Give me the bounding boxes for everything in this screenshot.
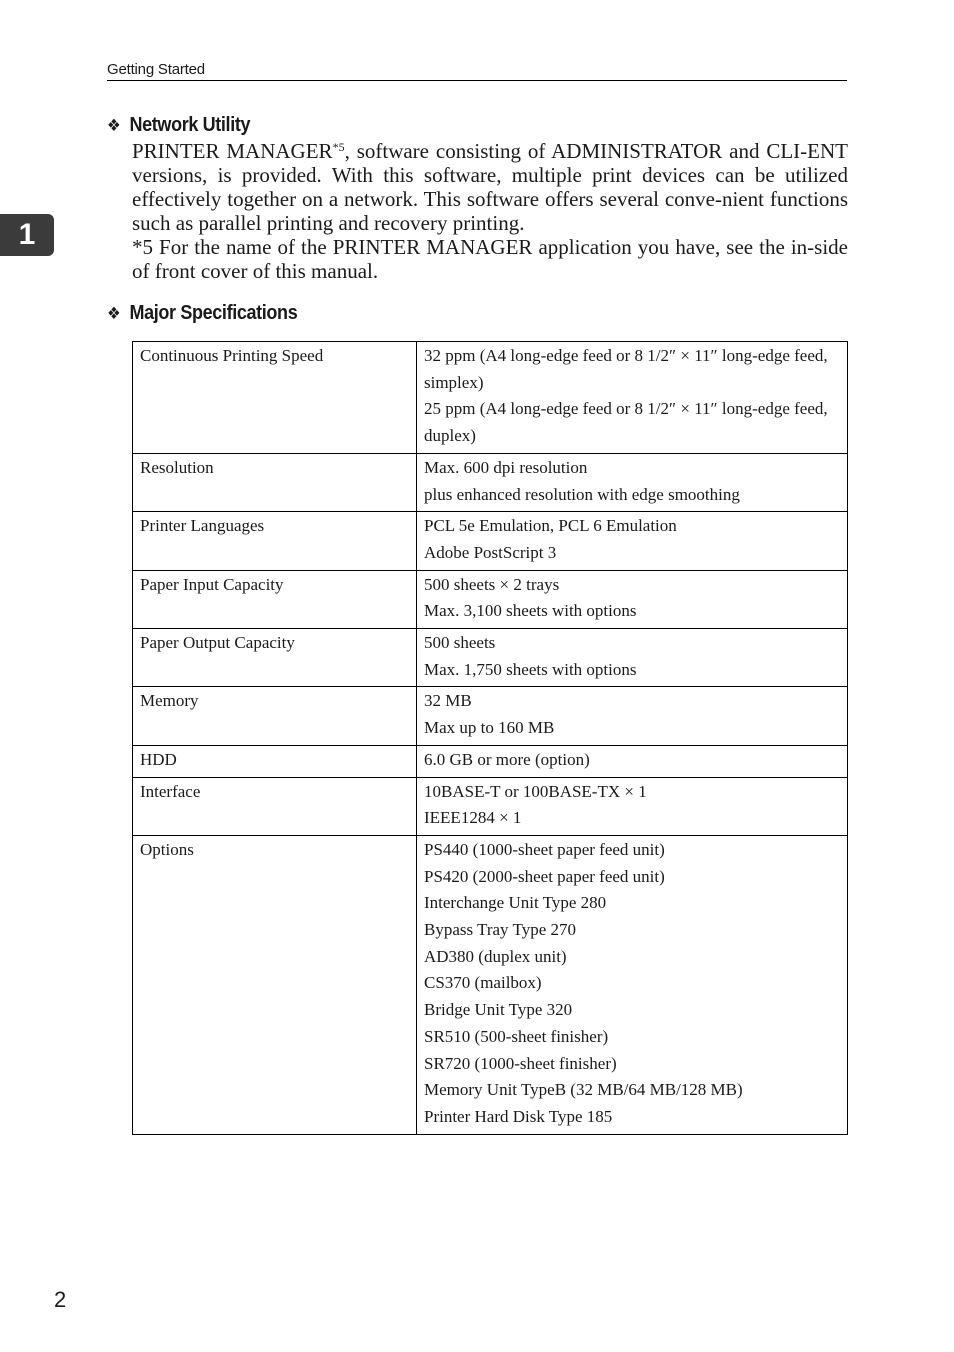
spec-label: Continuous Printing Speed (133, 342, 417, 454)
spec-row (133, 835, 848, 1134)
spec-value: Max. 3,100 sheets with options (424, 601, 637, 621)
spec-value: Adobe PostScript 3 (424, 542, 557, 562)
network-utility-paragraph (132, 139, 848, 235)
spec-value: Printer Hard Disk Type 185 (424, 1106, 613, 1126)
spec-values (417, 745, 848, 777)
spec-row (133, 512, 848, 570)
spec-label: Printer Languages (133, 512, 417, 570)
spec-label: Options (133, 835, 417, 1134)
spec-value: PCL 5e Emulation, PCL 6 Emulation (424, 516, 677, 536)
diamond-bullet-icon: ❖ (107, 304, 121, 323)
spec-value: plus enhanced resolution with edge smoothing (424, 484, 740, 504)
spec-value: 500 sheets (424, 633, 496, 653)
chapter-tab: 1 (0, 214, 54, 256)
spec-values (417, 453, 848, 511)
spec-value: Bypass Tray Type 270 (424, 920, 576, 940)
footnote-marker: *5 (332, 140, 345, 154)
spec-value: Max. 600 dpi resolution (424, 457, 588, 477)
spec-value: 500 sheets × 2 trays (424, 574, 560, 594)
spec-values (417, 570, 848, 628)
spec-label: Resolution (133, 453, 417, 511)
network-utility-body (132, 139, 848, 283)
spec-values (417, 512, 848, 570)
spec-row (133, 342, 848, 454)
specifications-table (132, 341, 848, 1135)
spec-value: Bridge Unit Type 320 (424, 1000, 573, 1020)
spec-label: Paper Input Capacity (133, 570, 417, 628)
diamond-bullet-icon: ❖ (107, 116, 121, 135)
spec-value: SR510 (500-sheet finisher) (424, 1026, 609, 1046)
spec-value: 25 ppm (A4 long-edge feed or 8 1/2″ × 11″ long-edge feed, duplex) (424, 399, 828, 446)
spec-value: Max up to 160 MB (424, 718, 555, 738)
spec-value: 32 ppm (A4 long-edge feed or 8 1/2″ × 11″ long-edge feed, simplex) (424, 346, 828, 392)
spec-value: AD380 (duplex unit) (424, 946, 567, 966)
spec-row (133, 453, 848, 511)
spec-value: Max. 1,750 sheets with options (424, 659, 637, 679)
spec-value: 6.0 GB or more (option) (424, 749, 590, 769)
network-utility-heading (107, 114, 250, 137)
spec-label: Paper Output Capacity (133, 629, 417, 687)
spec-value: IEEE1284 × 1 (424, 808, 522, 828)
spec-value: Interchange Unit Type 280 (424, 893, 607, 913)
page-number: 2 (54, 1287, 67, 1312)
spec-value: PS420 (2000-sheet paper feed unit) (424, 866, 665, 886)
spec-label: Interface (133, 777, 417, 835)
spec-value: CS370 (mailbox) (424, 973, 542, 993)
spec-row (133, 687, 848, 745)
network-utility-title: Network Utility (129, 114, 251, 136)
spec-row (133, 570, 848, 628)
spec-row (133, 777, 848, 835)
spec-values (417, 687, 848, 745)
spec-value: SR720 (1000-sheet finisher) (424, 1053, 617, 1073)
spec-value: Memory Unit TypeB (32 MB/64 MB/128 MB) (424, 1080, 743, 1100)
spec-label: Memory (133, 687, 417, 745)
major-specifications-heading (107, 302, 297, 325)
spec-row (133, 629, 848, 687)
major-specifications-title: Major Specifications (129, 302, 298, 324)
spec-value: 10BASE-T or 100BASE-TX × 1 (424, 781, 647, 801)
spec-row (133, 745, 848, 777)
paragraph-text-rest: , software consisting of ADMINISTRATOR and CLI-ENT versions, is provided. With this software, multiple print devices can be utilized effectively together on a network. This software offers several conve-nient functions such as parallel printing and recovery printing. (132, 139, 848, 235)
footnote-text: *5 For the name of the PRINTER MANAGER application you have, see the in-side of front cover of this manual. (132, 235, 848, 283)
spec-label: HDD (133, 745, 417, 777)
spec-value: PS440 (1000-sheet paper feed unit) (424, 839, 665, 859)
spec-values (417, 835, 848, 1134)
running-header: Getting Started (107, 61, 847, 81)
spec-values (417, 777, 848, 835)
spec-values (417, 342, 848, 454)
paragraph-text-start: PRINTER MANAGER (132, 139, 333, 163)
spec-value: 32 MB (424, 691, 472, 711)
spec-values (417, 629, 848, 687)
